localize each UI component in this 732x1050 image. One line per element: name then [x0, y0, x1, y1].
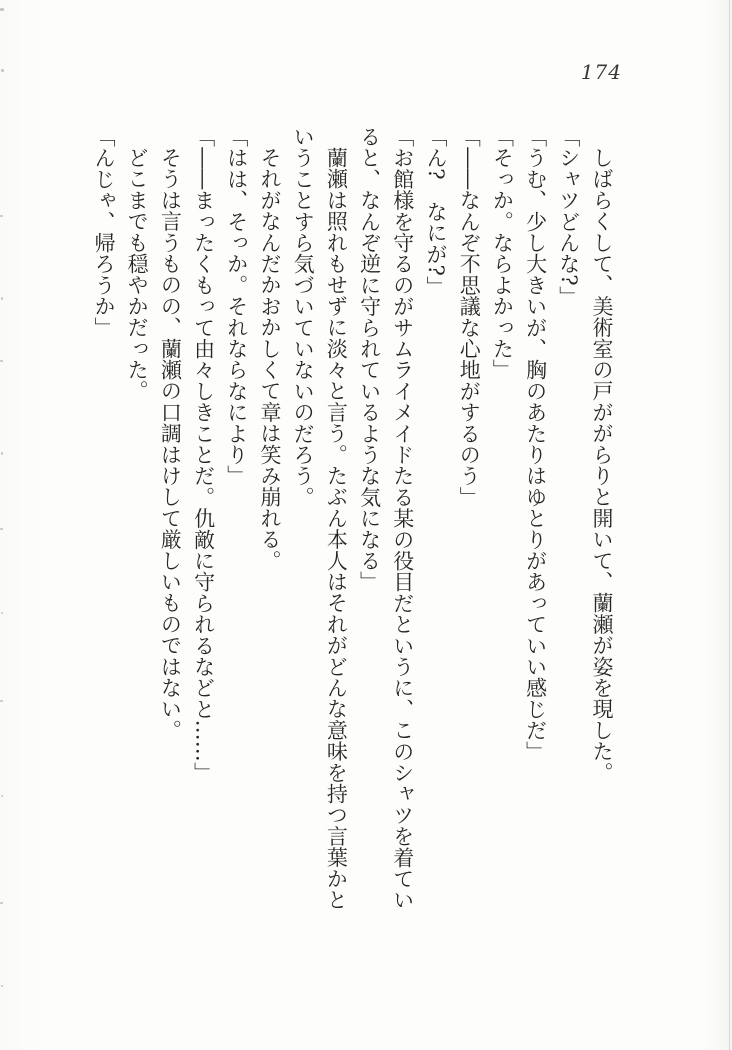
- edge-speck: [1, 612, 3, 614]
- edge-speck: [1, 69, 4, 72]
- page-number: 174: [580, 60, 622, 84]
- paragraph: どこまでも穏やかだった。: [125, 147, 150, 402]
- edge-speck: [0, 360, 3, 362]
- paragraph: それがなんだかおかしくて章は笑み崩れる。: [257, 147, 282, 571]
- text-body: [84, 126, 618, 926]
- paragraph: 「シャツどんな?」: [556, 126, 581, 308]
- paragraph: しばらくして、美術室の戸ががらりと開いて、蘭瀬が姿を現した。: [590, 147, 614, 783]
- paragraph: 「お館様を守るのがサムライメイドたる某の役目だというに、このシャツを着ていると、なんぞ逆に守られているような気になる」: [357, 126, 415, 911]
- paragraph: 「はは、そっか。それならなにより」: [224, 126, 249, 487]
- paragraph: 「――まったくもって由々しきことだ。仇敵に守られるなどと……」: [191, 126, 216, 784]
- edge-speck: [1, 452, 3, 455]
- paragraph: 蘭瀬は照れもせずに淡々と言う。たぶん本人はそれがどんな意味を持つ言葉かということすら気づいていないのだろう。: [291, 126, 349, 911]
- paragraph: 「うむ、少し大きいが、胸のあたりはゆとりがあっていい感じだ」: [523, 126, 548, 762]
- paragraph: そうは言うものの、蘭瀬の口調はけして厳しいものではない。: [158, 147, 183, 741]
- edge-speck: [1, 985, 3, 987]
- paragraph: 「そっか。ならよかった」: [490, 126, 515, 381]
- edge-speck: [1, 297, 3, 300]
- edge-speck: [0, 902, 3, 904]
- edge-speck: [0, 8, 4, 11]
- paragraph: 「――なんぞ不思議な心地がするのう」: [457, 126, 482, 508]
- edge-speck: [0, 215, 3, 217]
- edge-speck: [0, 528, 3, 530]
- edge-speck: [1, 795, 3, 797]
- page-edge-line: [729, 0, 730, 1050]
- paragraph: 「んじゃ、帰ろうか」: [91, 126, 116, 338]
- paragraph: 「ん? なにが?」: [423, 126, 448, 298]
- edge-speck: [0, 700, 3, 702]
